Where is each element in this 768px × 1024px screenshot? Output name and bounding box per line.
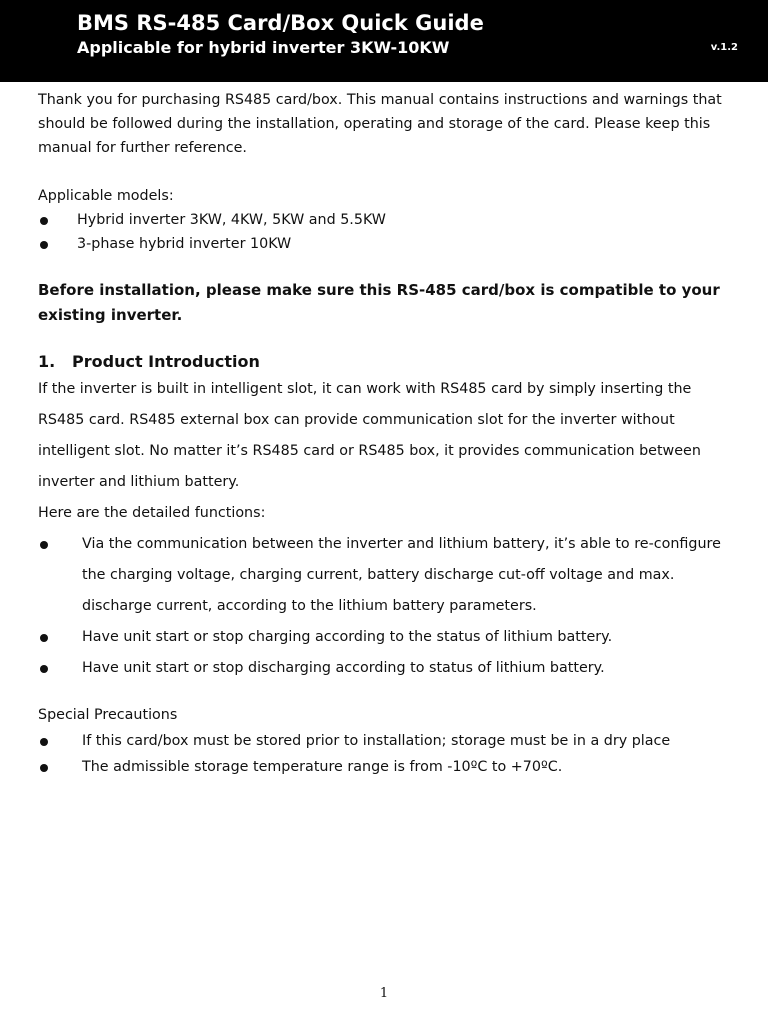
models-list: [38, 208, 738, 256]
list-item: [38, 208, 738, 232]
bullet-icon: [40, 217, 48, 225]
list-item: [38, 728, 738, 754]
document-title: BMS RS-485 Card/Box Quick Guide: [77, 11, 484, 35]
function-item-text: Have unit start or stop discharging according to status of lithium battery.: [82, 660, 605, 676]
functions-intro: Here are the detailed functions:: [38, 505, 266, 521]
document-body: [38, 88, 738, 780]
bullet-icon: [40, 764, 48, 772]
compatibility-note: Before installation, please make sure this RS-485 card/box is compatible to your existing inverter.: [38, 281, 720, 324]
section-body: If the inverter is built in intelligent slot, it can work with RS485 card by simply inserting the RS485 card. RS485 external box can provide communication slot for the inverter without intelligent slot. No matter it’s RS485 card or RS485 box, it provides communication between inverter and lithium battery.: [38, 381, 701, 490]
bullet-icon: [40, 634, 48, 642]
list-item: [38, 529, 738, 622]
list-item: [38, 653, 738, 684]
page-number: 1: [379, 986, 389, 1001]
function-item-text: Have unit start or stop charging according to the status of lithium battery.: [82, 629, 613, 645]
model-item-text: 3-phase hybrid inverter 10KW: [77, 236, 292, 252]
header-banner: [0, 0, 768, 82]
precautions-heading: Special Precautions: [38, 707, 178, 723]
section-heading: [38, 350, 738, 374]
bullet-icon: [40, 541, 48, 549]
intro-paragraph: Thank you for purchasing RS485 card/box. This manual contains instructions and warnings that should be followed during the installation, operating and storage of the card. Please keep this manual for further reference.: [38, 92, 722, 156]
bullet-icon: [40, 241, 48, 249]
list-item: [38, 754, 738, 780]
section-number: 1.: [38, 352, 56, 371]
section-title: Product Introduction: [72, 352, 260, 371]
bullet-icon: [40, 738, 48, 746]
precaution-item-text: If this card/box must be stored prior to installation; storage must be in a dry place: [82, 733, 671, 749]
precaution-item-text: The admissible storage temperature range is from -10ºC to +70ºC.: [82, 759, 563, 775]
function-item-text: Via the communication between the inverter and lithium battery, it’s able to re-configure the charging voltage, charging current, battery discharge cut-off voltage and max. discharge current, according to the lithium battery parameters.: [82, 536, 721, 614]
functions-list: [38, 529, 738, 684]
list-item: [38, 232, 738, 256]
bullet-icon: [40, 665, 48, 673]
models-heading: Applicable models:: [38, 188, 174, 204]
precautions-list: [38, 728, 738, 780]
model-item-text: Hybrid inverter 3KW, 4KW, 5KW and 5.5KW: [77, 212, 386, 228]
list-item: [38, 622, 738, 653]
document-subtitle: Applicable for hybrid inverter 3KW-10KW: [77, 38, 450, 57]
version-label: v.1.2: [710, 42, 738, 53]
